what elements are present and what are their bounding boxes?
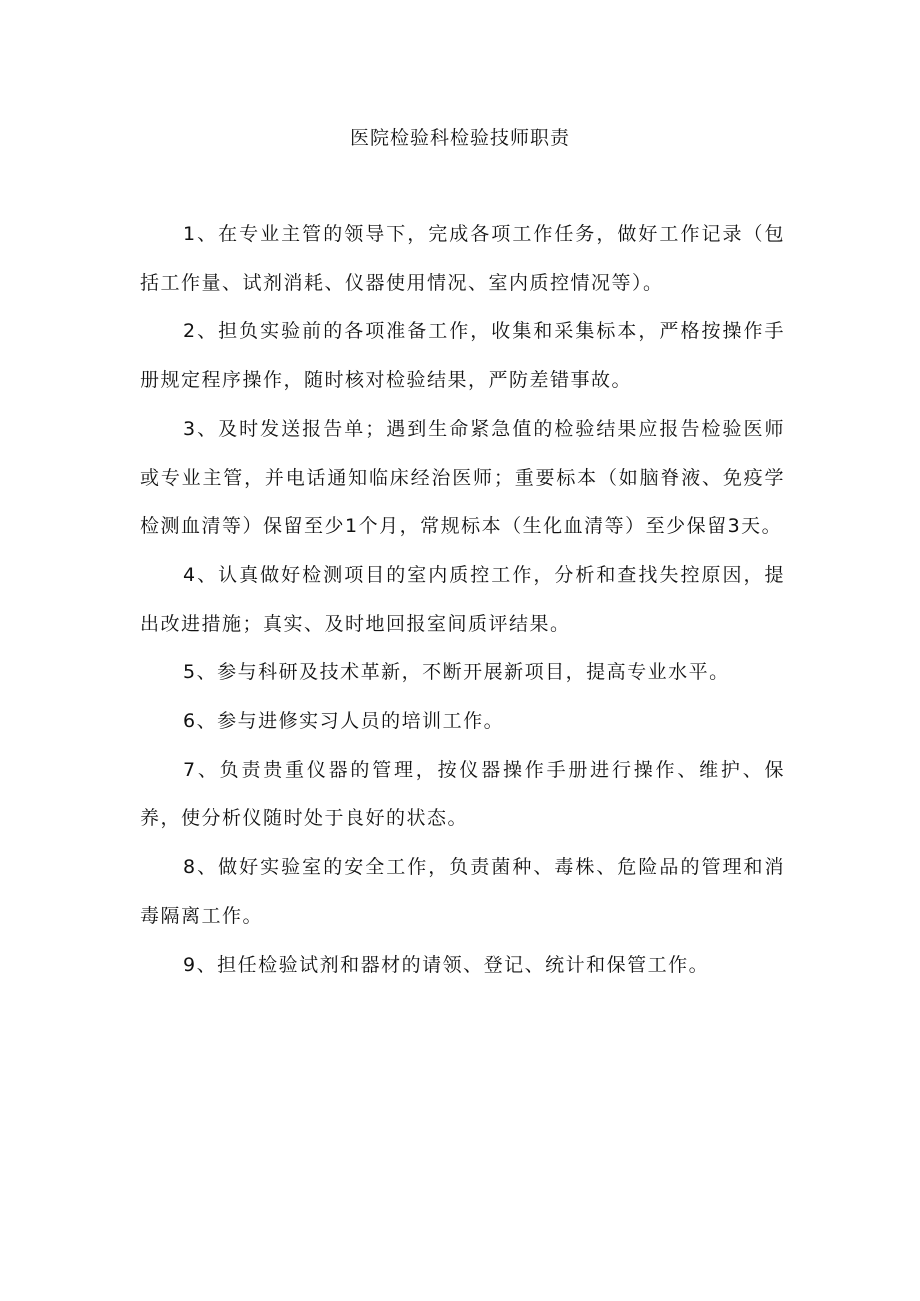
duty-item-6: 6、参与进修实习人员的培训工作。 [183,710,505,733]
duty-item-1: 1、在专业主管的领导下，完成各项工作任务，做好工作记录（包括工作量、试剂消耗、仪器使用情况、室内质控情况等）。 [140,223,785,294]
duty-item-5: 5、参与科研及技术革新，不断开展新项目，提高专业水平。 [183,661,730,684]
duty-item-7: 7、负责贵重仪器的管理，按仪器操作手册进行操作、维护、保养，使分析仪随时处于良好的状态。 [140,758,785,830]
duty-item-4: 4、认真做好检测项目的室内质控工作，分析和查找失控原因，提出改进措施；真实、及时地回报室间质评结果。 [140,563,785,635]
duty-item-3: 3、及时发送报告单；遇到生命紧急值的检验结果应报告检验医师或专业主管，并电话通知临床经治医师；重要标本（如脑脊液、免疫学检测血清等）保留至少1个月，常规标本（生化血清等）至少保留3天。 [140,417,785,538]
document-title: 医院检验科检验技师职责 [349,127,570,149]
duty-item-9: 9、担任检验试剂和器材的请领、登记、统计和保管工作。 [183,953,710,976]
duty-item-2: 2、担负实验前的各项准备工作，收集和采集标本，严格按操作手册规定程序操作，随时核对检验结果，严防差错事故。 [140,320,785,392]
duty-list [140,210,785,989]
duty-item-8: 8、做好实验室的安全工作，负责菌种、毒株、危险品的管理和消毒隔离工作。 [140,856,785,927]
